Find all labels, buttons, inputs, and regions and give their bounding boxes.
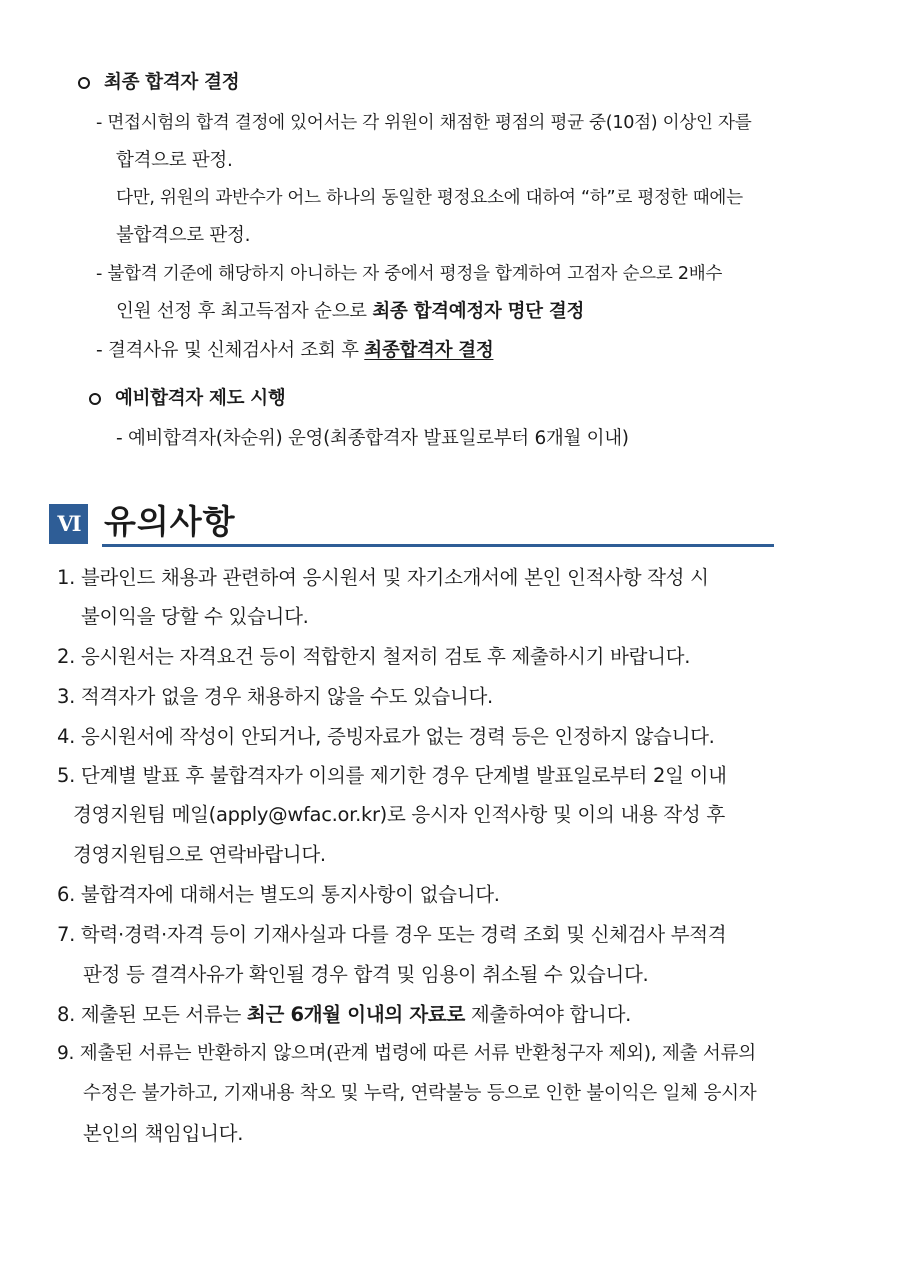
- note-9-line-3: 본인의 책임입니다.: [83, 1122, 244, 1145]
- note-1-line-1: 1. 블라인드 채용과 관련하여 응시원서 및 자기소개서에 본인 인적사항 작성 시: [57, 566, 709, 589]
- final-line-3: 다만, 위원의 과반수가 어느 하나의 동일한 평정요소에 대하여 “하”로 평정한 때에는: [116, 188, 743, 208]
- final-decision-underlined: 최종합격자 결정: [364, 340, 494, 361]
- note-9-line-1: 9. 제출된 서류는 반환하지 않으며(관계 법령에 따른 서류 반환청구자 제외), 제출 서류의: [57, 1043, 756, 1064]
- section-title: 유의사항: [104, 502, 236, 541]
- final-line-1: - 면접시험의 합격 결정에 있어서는 각 위원이 채점한 평점의 평균 중(10점) 이상인 자를: [96, 113, 752, 133]
- circle-bullet-icon: [89, 393, 101, 405]
- section-number-badge: Ⅵ: [49, 504, 88, 544]
- final-line-4: 불합격으로 판정.: [116, 225, 251, 246]
- note-8-text-a: 8. 제출된 모든 서류는: [57, 1003, 247, 1026]
- note-8: [57, 1002, 631, 1028]
- final-line-5: - 불합격 기준에 해당하지 아니하는 자 중에서 평정을 합계하여 고점자 순으로 2배수: [96, 264, 723, 284]
- note-5-line-3: 경영지원팀으로 연락바랍니다.: [73, 843, 326, 866]
- note-9-line-2: 수정은 불가하고, 기재내용 착오 및 누락, 연락불능 등으로 인한 불이익은 일체 응시자: [83, 1083, 757, 1104]
- note-2: 2. 응시원서는 자격요건 등이 적합한지 철저히 검토 후 제출하시기 바랍니다.: [57, 645, 691, 668]
- note-3: 3. 적격자가 없을 경우 채용하지 않을 수도 있습니다.: [57, 685, 493, 708]
- final-heading: 최종 합격자 결정: [78, 70, 239, 96]
- circle-bullet-icon: [78, 77, 90, 89]
- note-7-line-2: 판정 등 결격사유가 확인될 경우 합격 및 임용이 취소될 수 있습니다.: [83, 963, 649, 986]
- final-line-6: [116, 299, 584, 325]
- note-6: 6. 불합격자에 대해서는 별도의 통지사항이 없습니다.: [57, 883, 500, 906]
- note-5-line-1: 5. 단계별 발표 후 불합격자가 이의를 제기한 경우 단계별 발표일로부터 2일 이내: [57, 764, 727, 787]
- final-line-6-text: 인원 선정 후 최고득점자 순으로: [116, 301, 373, 322]
- section-title-rule: [102, 544, 774, 547]
- note-8-text-c: 제출하여야 합니다.: [465, 1003, 632, 1026]
- final-line-7: [96, 338, 493, 364]
- reserve-heading: 예비합격자 제도 시행: [89, 386, 285, 412]
- final-list-decision: 최종 합격예정자 명단 결정: [372, 301, 585, 322]
- reserve-line-1: - 예비합격자(차순위) 운영(최종합격자 발표일로부터 6개월 이내): [116, 428, 629, 449]
- final-line-7-text: - 결격사유 및 신체검사서 조회 후: [96, 340, 365, 361]
- final-line-2: 합격으로 판정.: [116, 150, 233, 171]
- note-5-line-2: 경영지원팀 메일(apply@wfac.or.kr)로 응시자 인적사항 및 이의 내용 작성 후: [73, 803, 725, 826]
- note-8-emphasis: 최근 6개월 이내의 자료로: [246, 1003, 466, 1026]
- note-7-line-1: 7. 학력·경력·자격 등이 기재사실과 다를 경우 또는 경력 조회 및 신체검사 부적격: [57, 923, 727, 946]
- note-4: 4. 응시원서에 작성이 안되거나, 증빙자료가 없는 경력 등은 인정하지 않습니다.: [57, 725, 715, 748]
- note-1-line-2: 불이익을 당할 수 있습니다.: [81, 605, 309, 628]
